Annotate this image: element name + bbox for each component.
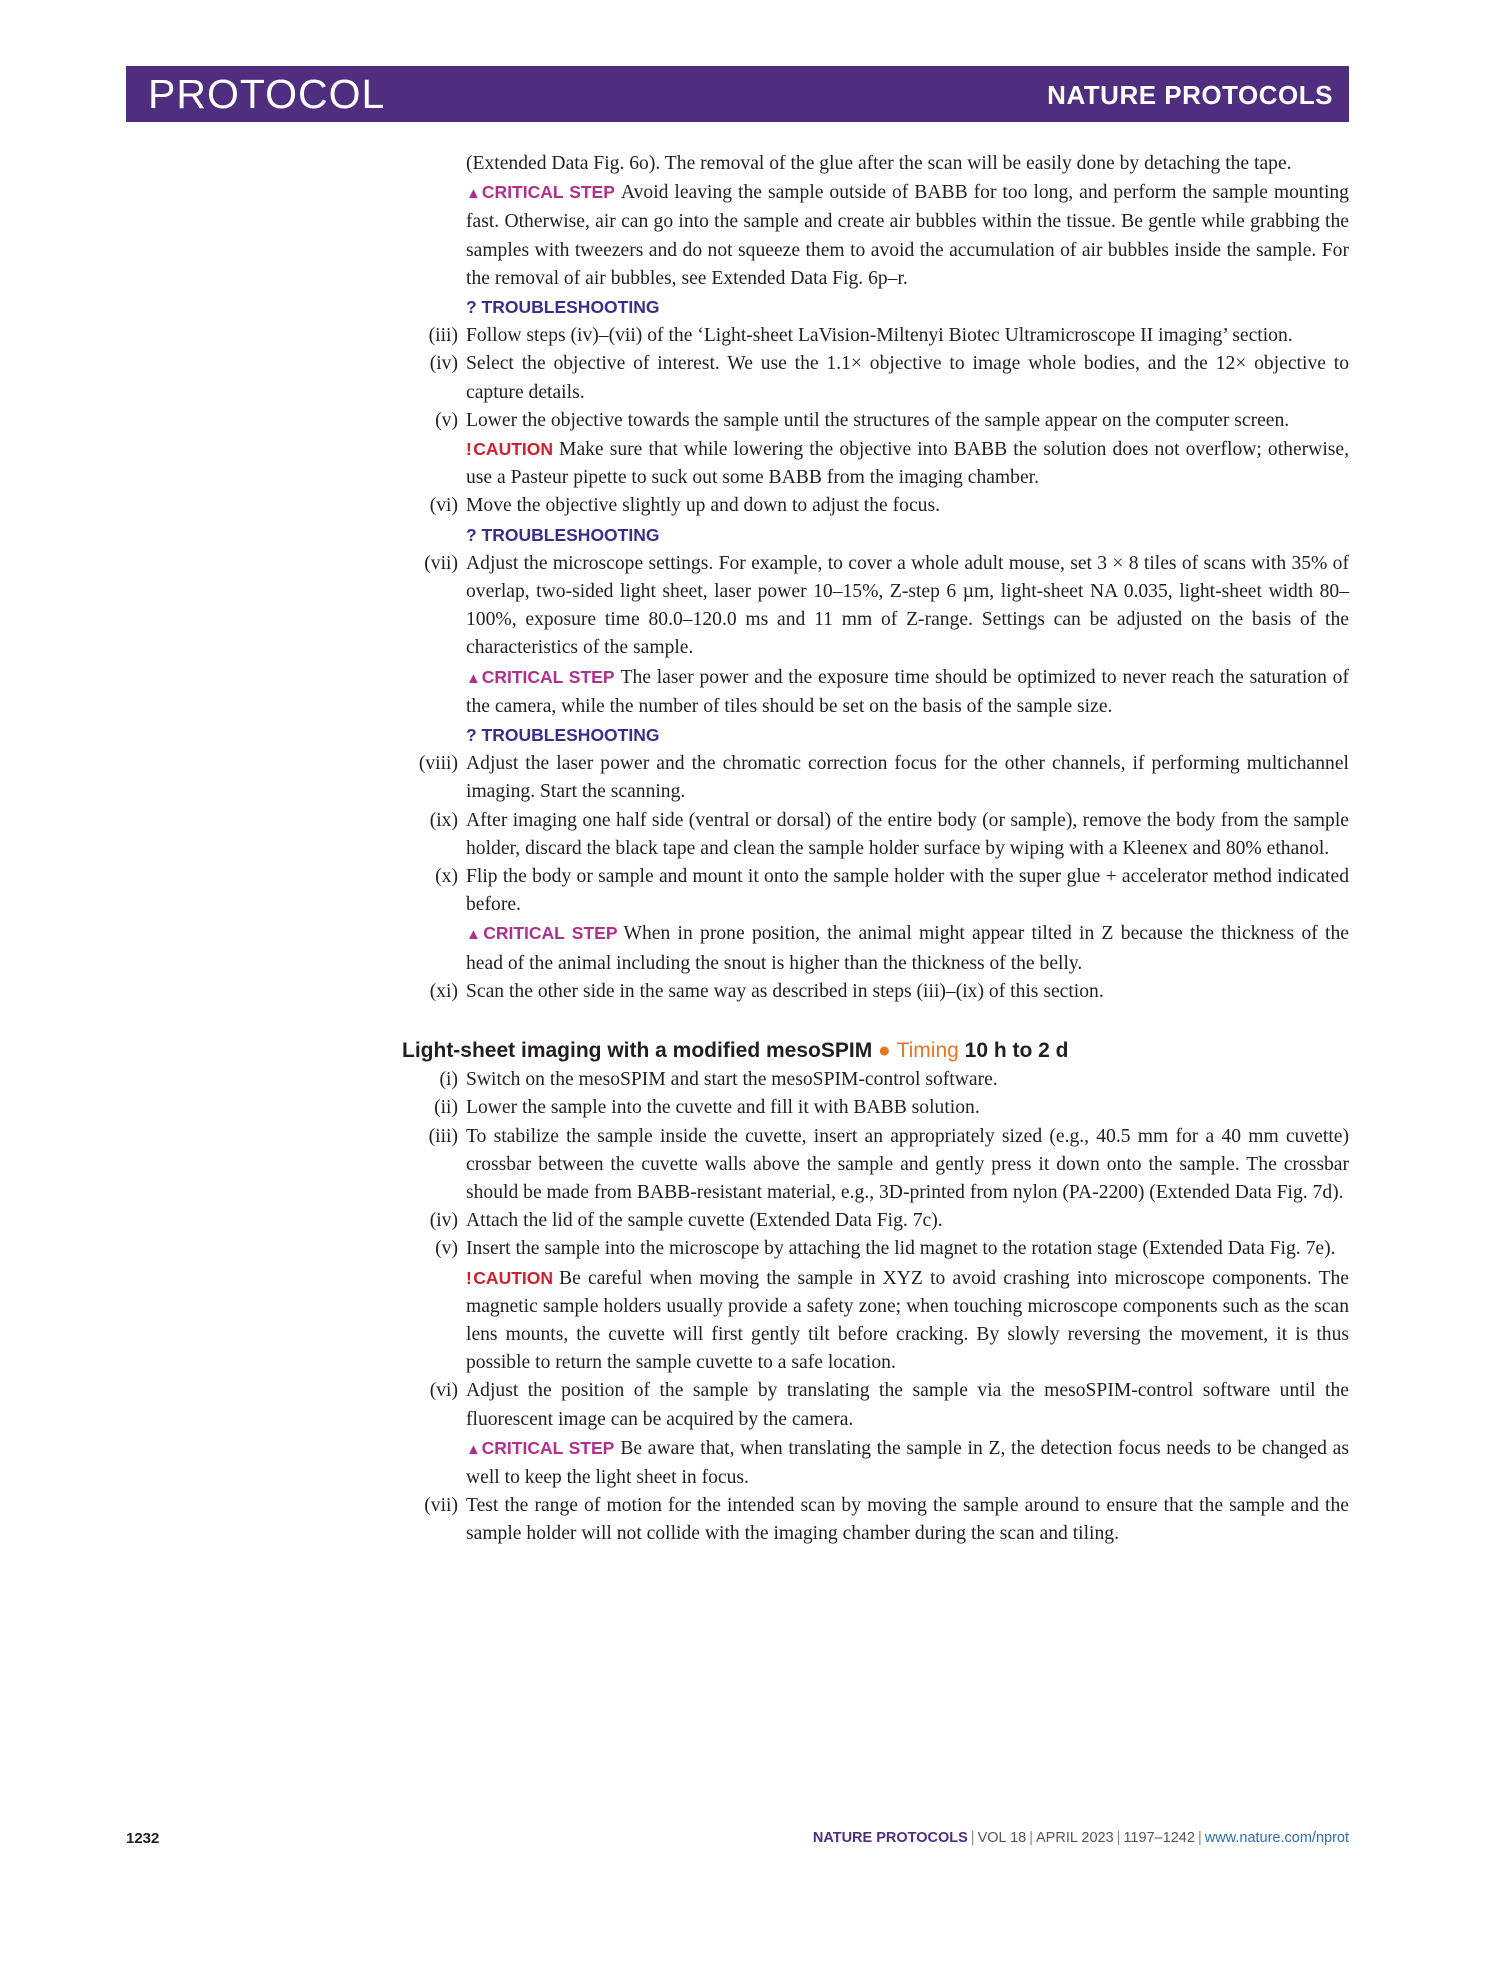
troubleshooting-link: ? TROUBLESHOOTING [466,524,660,545]
step-item: (xi) Scan the other side in the same way as described in steps (iii)–(ix) of this section. [466,978,1349,1006]
step-number: (vii) [424,1495,458,1517]
footer-journal: NATURE PROTOCOLS [812,1830,968,1846]
step-number: (xi) [429,980,458,1002]
step-item: (v) Lower the objective towards the sample until the structures of the sample appear on the computer screen. [466,407,1349,435]
troubleshooting-link: ? TROUBLESHOOTING [466,297,660,318]
step-item: (iv) Attach the lid of the sample cuvette (Extended Data Fig. 7c). [466,1207,1349,1235]
timing-value: 10 h to 2 d [964,1039,1069,1063]
footer-date: APRIL 2023 [1036,1830,1114,1846]
step-number: (i) [439,1069,458,1091]
troubleshooting-link: ? TROUBLESHOOTING [466,725,660,746]
step-number: (ix) [429,809,458,831]
step-number: (vi) [429,1380,458,1402]
continued-paragraph: (Extended Data Fig. 6o). The removal of the glue after the scan will be easily done by detaching the tape. [466,153,1292,174]
journal-name: NATURE PROTOCOLS [1047,80,1333,110]
step-item: (vi) Adjust the position of the sample by translating the sample via the mesoSPIM-control software until the fluorescent image can be acquired by the camera. [466,1377,1349,1433]
header-bar [126,66,1349,122]
step-number: (iii) [428,1125,458,1147]
caution-note: ! CAUTION Make sure that while lowering the objective into BABB the solution does not overflow; otherwise, use a Pasteur pipette to suck out some BABB from the imaging chamber. [466,439,1349,489]
step-item: (x) Flip the body or sample and mount it onto the sample holder with the super glue + accelerator method indicated before. [466,863,1349,919]
step-item: (i) Switch on the mesoSPIM and start the mesoSPIM-control software. [466,1066,1349,1094]
step-item: (vii) Test the range of motion for the intended scan by moving the sample around to ensure that the sample and the sample holder will not collide with the imaging chamber during the scan and tiling. [466,1492,1349,1548]
critical-step-label: ▲CRITICAL STEP [466,923,618,944]
warning-triangle-icon: ▲ [466,185,482,203]
step-number: (ii) [434,1097,458,1119]
timing-label: Timing [896,1039,959,1063]
step-item: (v) Insert the sample into the microscope by attaching the lid magnet to the rotation stage (Extended Data Fig. 7e). [466,1235,1349,1263]
section-title: Light-sheet imaging with a modified mesoSPIM [402,1039,873,1063]
footer-url[interactable]: www.nature.com/nprot [1204,1830,1349,1846]
critical-step-label: ▲CRITICAL STEP [466,666,615,687]
step-number: (iv) [429,353,458,375]
section-label: PROTOCOL [148,71,386,117]
exclamation-icon: ! [466,1267,472,1288]
step-item: (vii) Adjust the microscope settings. For example, to cover a whole adult mouse, set 3 × 8 tiles of scans with 35% of overlap, two-sided light sheet, laser power 10–15%, Z-step 6 µm, light-sheet NA 0.035, light-sheet width 80–100%, exposure time 80.0–120.0 ms and 11 mm of Z-range. Settings can be adjusted on the basis of the characteristics of the sample. [466,550,1349,663]
warning-triangle-icon: ▲ [466,669,482,687]
warning-triangle-icon: ▲ [466,1440,482,1458]
caution-label: ! CAUTION [466,1267,554,1288]
critical-step-label: ▲CRITICAL STEP [466,182,615,203]
caution-note: ! CAUTION Be careful when moving the sample in XYZ to avoid crashing into microscope components. The magnetic sample holders usually provide a safety zone; when touching microscope components such as the scan lens mounts, the cuvette will first gently tilt before cracking. By slowly reversing the movement, it is thus possible to return the sample cuvette to a safe location. [466,1267,1349,1374]
step-number: (iii) [428,325,458,347]
critical-step-note: ▲CRITICAL STEP When in prone position, the animal might appear tilted in Z because the thickness of the head of the animal including the snout is higher than the thickness of the belly. [466,923,1349,974]
timing-dot-icon: ● [878,1039,891,1063]
step-number: (v) [435,1238,458,1260]
step-number: (viii) [418,753,458,775]
step-item: (vi) Move the objective slightly up and down to adjust the focus. [466,492,1349,520]
critical-step-note: ▲CRITICAL STEP Avoid leaving the sample outside of BABB for too long, and perform the sample mounting fast. Otherwise, air can go into the sample and create air bubbles within the tissue. Be gentle while grabbing the samples with tweezers and do not squeeze them to avoid the accumulation of air bubbles inside the sample. For the removal of air bubbles, see Extended Data Fig. 6p–r. [466,182,1349,289]
step-number: (iv) [429,1210,458,1232]
step-number: (vii) [424,552,458,574]
step-number: (x) [435,866,458,888]
step-item: (viii) Adjust the laser power and the chromatic correction focus for the other channels, if performing multichannel imaging. Start the scanning. [466,750,1349,806]
warning-triangle-icon: ▲ [466,926,484,944]
footer-volume: VOL 18 [977,1830,1027,1846]
step-item: (iii) Follow steps (iv)–(vii) of the ‘Light-sheet LaVision-Miltenyi Biotec Ultramicroscope II imaging’ section. [466,322,1349,350]
critical-step-label: ▲CRITICAL STEP [466,1437,615,1458]
step-item: (ii) Lower the sample into the cuvette and fill it with BABB solution. [466,1094,1349,1122]
caution-label: ! CAUTION [466,439,554,460]
step-item: (ix) After imaging one half side (ventral or dorsal) of the entire body (or sample), remove the body from the sample holder, discard the black tape and clean the sample holder surface by wiping with a Kleenex and 80% ethanol. [466,807,1349,863]
section-heading [402,1036,1349,1066]
footer-citation: NATURE PROTOCOLS | VOL 18 | APRIL 2023 | 1197–1242 | www.nature.com/nprot [812,1830,1349,1846]
critical-step-note: ▲CRITICAL STEP Be aware that, when translating the sample in Z, the detection focus needs to be changed as well to keep the light sheet in focus. [466,1437,1349,1488]
step-number: (vi) [429,495,458,517]
article-body [402,150,1349,1549]
step-number: (v) [435,409,458,431]
step-item: (iii) To stabilize the sample inside the cuvette, insert an appropriately sized (e.g., 40.5 mm for a 40 mm cuvette) crossbar between the cuvette walls above the sample and gently press it down onto the sample. The crossbar should be made from BABB-resistant material, e.g., 3D-printed from nylon (PA-2200) (Extended Data Fig. 7d). [466,1123,1349,1208]
critical-step-note: ▲CRITICAL STEP The laser power and the exposure time should be optimized to never reach the saturation of the camera, while the number of tiles should be set on the basis of the sample size. [466,666,1349,717]
exclamation-icon: ! [466,439,472,460]
page-number: 1232 [126,1830,160,1847]
footer-pages: 1197–1242 [1123,1830,1195,1846]
step-item: (iv) Select the objective of interest. We use the 1.1× objective to image whole bodies, and the 12× objective to capture details. [466,350,1349,406]
